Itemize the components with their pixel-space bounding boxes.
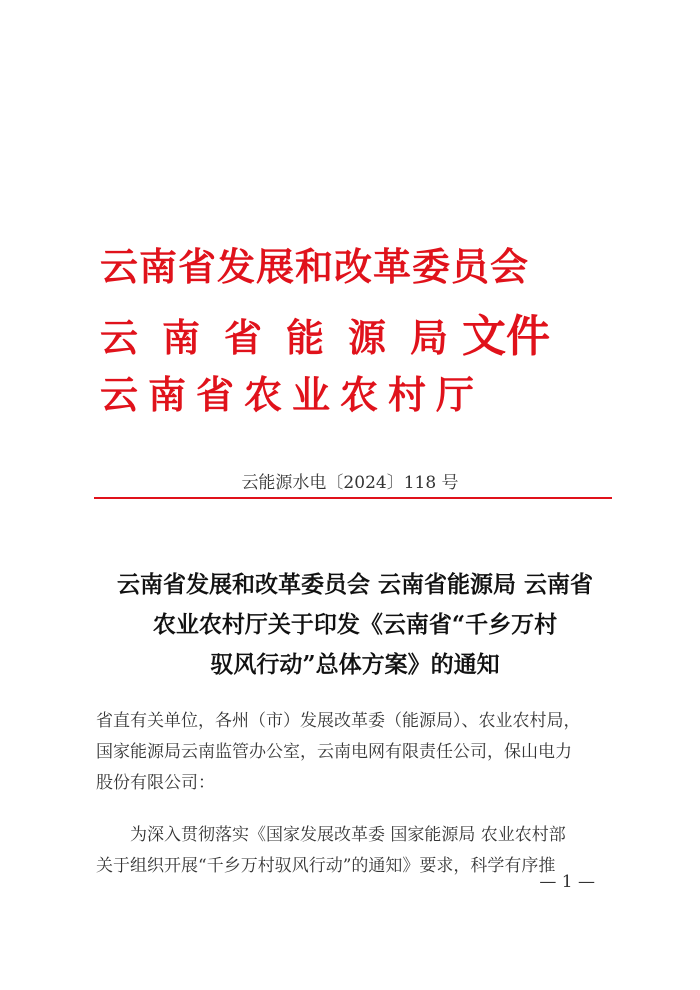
document-number: 云能源水电〔2024〕118 号 — [241, 473, 459, 493]
issuer-line-3: 云南省农业农村厅 — [100, 372, 485, 417]
document-title — [80, 565, 630, 685]
title-line-1: 云南省发展和改革委员会 云南省能源局 云南省 — [116, 571, 593, 598]
issuer-line-2 — [100, 300, 550, 364]
addressee-block — [96, 706, 616, 799]
body-line-2: 关于组织开展“千乡万村驭风行动”的通知》要求，科学有序推 — [96, 856, 556, 876]
body-paragraph — [96, 820, 616, 882]
addressee-line-3: 股份有限公司： — [96, 773, 215, 793]
addressee-line-2: 国家能源局云南监管办公室，云南电网有限责任公司，保山电力 — [96, 742, 572, 762]
issuer-line-1: 云南省发展和改革委员会 — [100, 244, 530, 289]
document-label: 文件 — [462, 311, 551, 362]
issuer-line-2-name: 云南省能源局 — [100, 315, 473, 360]
red-divider — [94, 497, 612, 499]
title-line-3: 驭风行动”总体方案》的通知 — [210, 651, 500, 678]
addressee-line-1: 省直有关单位，各州（市）发展改革委（能源局）、农业农村局， — [96, 711, 581, 731]
title-line-2: 农业农村厅关于印发《云南省“千乡万村 — [152, 611, 558, 638]
body-line-1: 为深入贯彻落实《国家发展改革委 国家能源局 农业农村部 — [130, 825, 566, 845]
page-number: — 1 — — [539, 872, 595, 892]
